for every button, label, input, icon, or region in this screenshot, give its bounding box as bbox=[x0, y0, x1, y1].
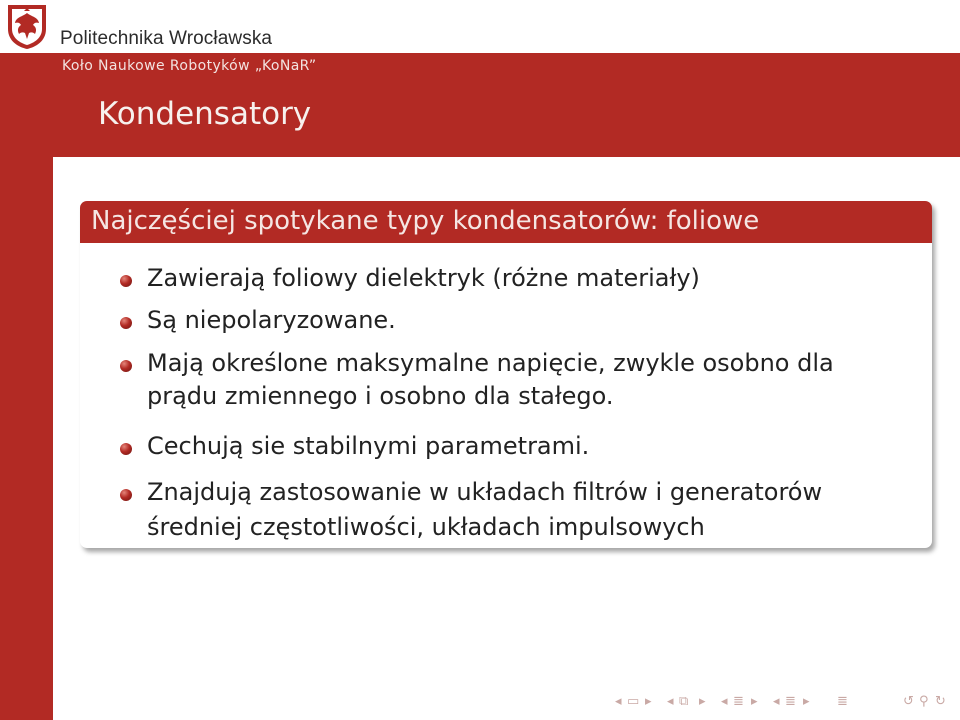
slide-title: Kondensatory bbox=[98, 96, 312, 132]
document-icon[interactable]: ≣ bbox=[837, 694, 848, 709]
section-icon[interactable]: ≣ bbox=[785, 694, 796, 709]
university-name: Politechnika Wrocławska bbox=[60, 28, 273, 49]
navigation-symbols bbox=[615, 694, 955, 712]
header-subtitle: Koło Naukowe Robotyków „KoNaR” bbox=[62, 58, 317, 74]
frame-icon[interactable]: ▭ bbox=[627, 694, 640, 709]
bullet-icon bbox=[120, 317, 132, 329]
university-logo-icon bbox=[4, 3, 50, 50]
prev-section-icon[interactable]: ◂ bbox=[721, 694, 728, 709]
next-section-icon[interactable]: ▸ bbox=[751, 694, 758, 709]
block-header bbox=[80, 201, 932, 243]
list-item-line: średniej częstotliwości, układach impulsowych bbox=[147, 513, 705, 541]
list-item-line: prądu zmiennego i osobno dla stałego. bbox=[147, 382, 614, 410]
list-item-line: Są niepolaryzowane. bbox=[147, 306, 396, 334]
bullet-icon bbox=[120, 275, 132, 287]
bullet-icon bbox=[120, 443, 132, 455]
bullet-icon bbox=[120, 360, 132, 372]
subsection-icon[interactable]: ⧉ bbox=[679, 694, 689, 709]
prev-section-icon[interactable]: ◂ bbox=[773, 694, 780, 709]
top-bar bbox=[0, 0, 960, 53]
search-icon[interactable]: ⚲ bbox=[919, 694, 929, 709]
first-frame-icon[interactable]: ◂ bbox=[615, 694, 622, 709]
next-frame-icon[interactable]: ▸ bbox=[645, 694, 652, 709]
list-item-line: Zawierają foliowy dielektryk (różne materiały) bbox=[147, 264, 700, 292]
prev-subsection-icon[interactable]: ◂ bbox=[667, 694, 674, 709]
list-item-line: Cechują sie stabilnymi parametrami. bbox=[147, 432, 590, 460]
next-section-icon[interactable]: ▸ bbox=[803, 694, 810, 709]
bullet-icon bbox=[120, 489, 132, 501]
section-icon[interactable]: ≣ bbox=[733, 694, 744, 709]
list-item-line: Mają określone maksymalne napięcie, zwykle osobno dla bbox=[147, 349, 834, 377]
list-item-line: Znajdują zastosowanie w układach filtrów i generatorów bbox=[147, 478, 823, 506]
left-sidebar bbox=[0, 53, 53, 720]
content-block bbox=[80, 201, 932, 548]
forward-icon[interactable]: ↻ bbox=[935, 694, 946, 709]
back-icon[interactable]: ↺ bbox=[903, 694, 914, 709]
next-subsection-icon[interactable]: ▸ bbox=[699, 694, 706, 709]
block-title: Najczęściej spotykane typy kondensatorów: foliowe bbox=[91, 206, 760, 236]
